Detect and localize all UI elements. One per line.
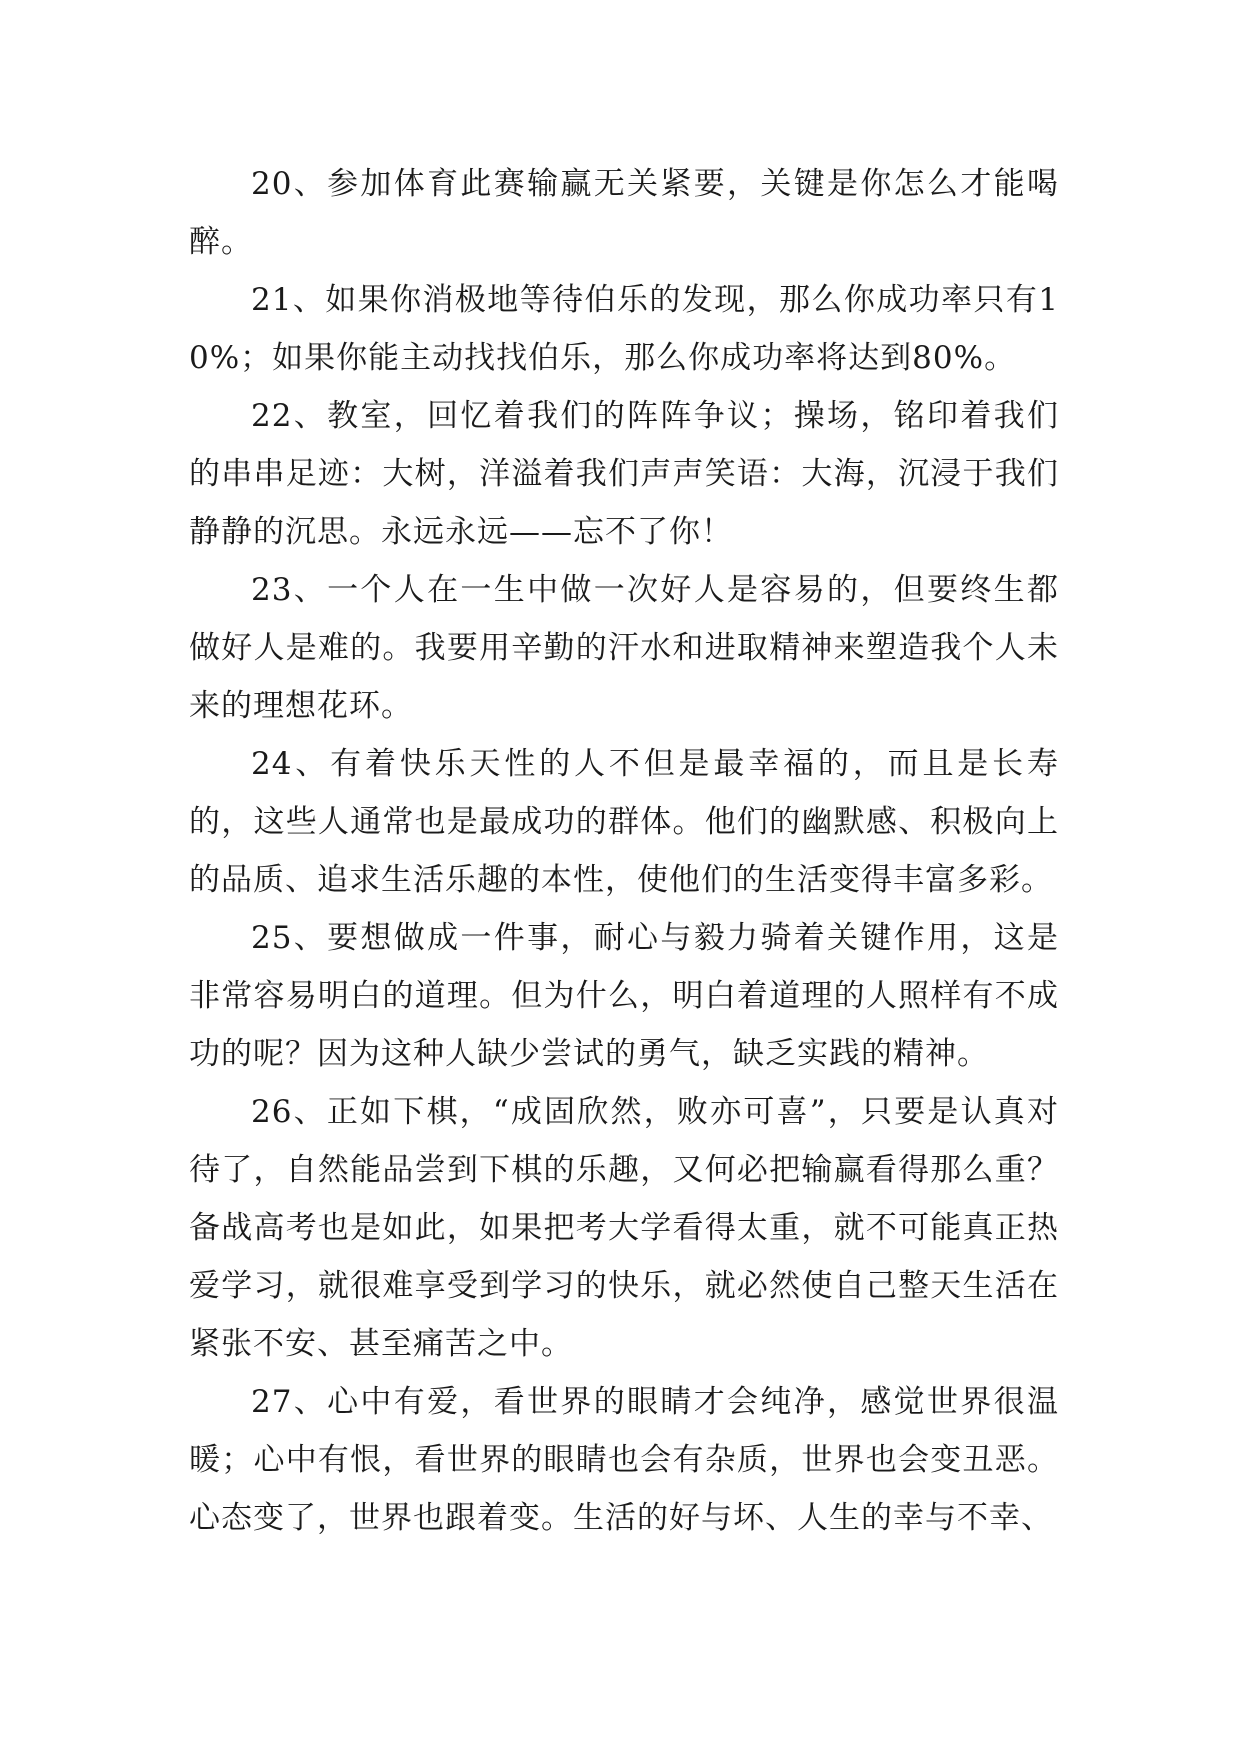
- paragraph-25: 25、要想做成一件事，耐心与毅力骑着关键作用，这是非常容易明白的道理。但为什么，明白着道理的人照样有不成功的呢？因为这种人缺少尝试的勇气，缺乏实践的精神。: [189, 920, 1059, 1072]
- document-body: [189, 155, 1059, 1547]
- paragraph-20: 20、参加体育此赛输赢无关紧要，关键是你怎么才能喝醉。: [189, 166, 1059, 260]
- paragraph-26: 26、正如下棋，“成固欣然，败亦可喜”，只要是认真对待了，自然能品尝到下棋的乐趣，又何必把输赢看得那么重？备战高考也是如此，如果把考大学看得太重，就不可能真正热爱学习，就很难享受到学习的快乐，就必然使自己整天生活在紧张不安、甚至痛苦之中。: [189, 1094, 1059, 1362]
- paragraph-27: 27、心中有爱，看世界的眼睛才会纯净，感觉世界很温暖；心中有恨，看世界的眼睛也会有杂质，世界也会变丑恶。心态变了，世界也跟着变。生活的好与坏、人生的幸与不幸、: [189, 1384, 1059, 1536]
- paragraph-22: 22、教室，回忆着我们的阵阵争议；操场，铭印着我们的串串足迹：大树，洋溢着我们声声笑语：大海，沉浸于我们静静的沉思。永远永远——忘不了你！: [189, 398, 1059, 550]
- paragraph-21: 21、如果你消极地等待伯乐的发现，那么你成功率只有10%；如果你能主动找找伯乐，那么你成功率将达到80%。: [189, 282, 1059, 376]
- paragraph-23: 23、一个人在一生中做一次好人是容易的，但要终生都做好人是难的。我要用辛勤的汗水和进取精神来塑造我个人未来的理想花环。: [189, 572, 1059, 724]
- paragraph-24: 24、有着快乐天性的人不但是最幸福的，而且是长寿的，这些人通常也是最成功的群体。他们的幽默感、积极向上的品质、追求生活乐趣的本性，使他们的生活变得丰富多彩。: [189, 746, 1059, 898]
